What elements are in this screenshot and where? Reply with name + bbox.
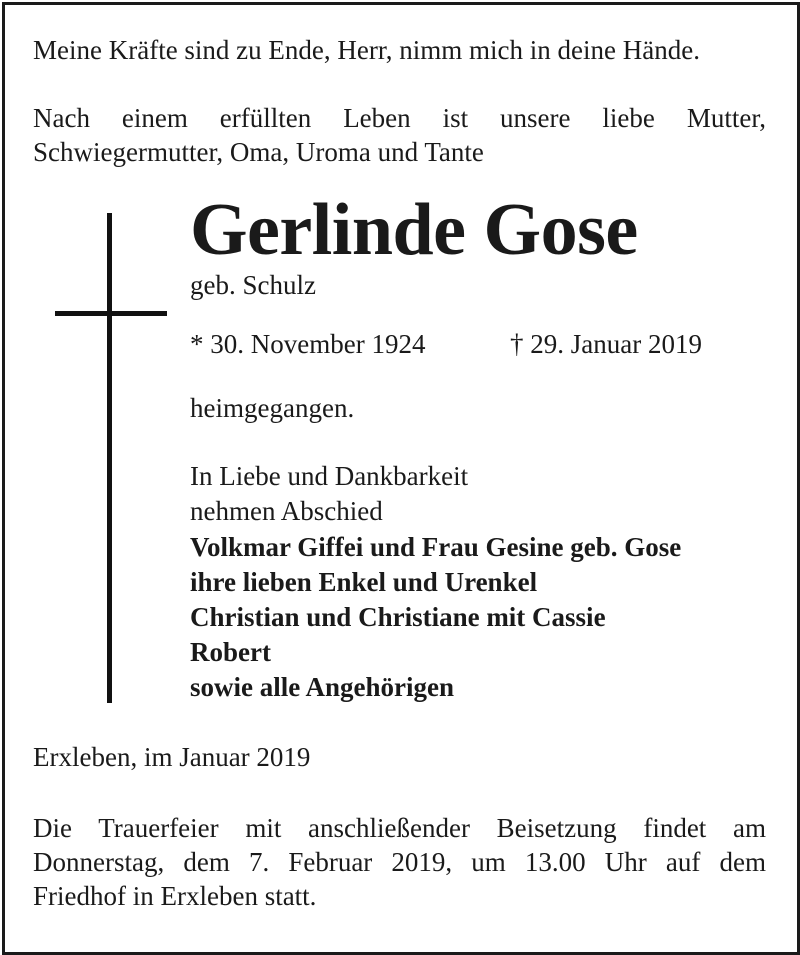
birth-date: * 30. November 1924	[190, 329, 426, 359]
mourner-line: Robert	[190, 637, 271, 667]
deceased-name: Gerlinde Gose	[190, 189, 638, 271]
funeral-line-2: Donnerstag, dem 7. Februar 2019, um 13.00 Uhr auf dem	[33, 847, 766, 877]
death-date: † 29. Januar 2019	[510, 329, 702, 359]
place-date: Erxleben, im Januar 2019	[33, 742, 311, 772]
verse: Meine Kräfte sind zu Ende, Herr, nimm mich in deine Hände.	[33, 35, 700, 65]
intro-text	[33, 101, 766, 169]
mourner-line: sowie alle Angehörigen	[190, 672, 454, 702]
farewell-line-1: In Liebe und Dankbarkeit	[190, 461, 469, 491]
mourner-line: Christian und Christiane mit Cassie	[190, 602, 606, 632]
intro-line-1: Nach einem erfüllten Leben ist unsere liebe Mutter,	[33, 103, 766, 133]
mourner-line: Volkmar Giffei und Frau Gesine geb. Gose	[190, 532, 682, 562]
funeral-line-3: Friedhof in Erxleben statt.	[33, 881, 317, 911]
maiden-name: geb. Schulz	[190, 270, 316, 300]
intro-line-2: Schwiegermutter, Oma, Uroma und Tante	[33, 137, 484, 167]
farewell-line-2: nehmen Abschied	[190, 496, 383, 526]
mourner-line: ihre lieben Enkel und Urenkel	[190, 567, 538, 597]
funeral-text	[33, 811, 766, 913]
funeral-line-1: Die Trauerfeier mit anschließender Beisetzung findet am	[33, 813, 766, 843]
passed-text: heimgegangen.	[190, 393, 355, 423]
